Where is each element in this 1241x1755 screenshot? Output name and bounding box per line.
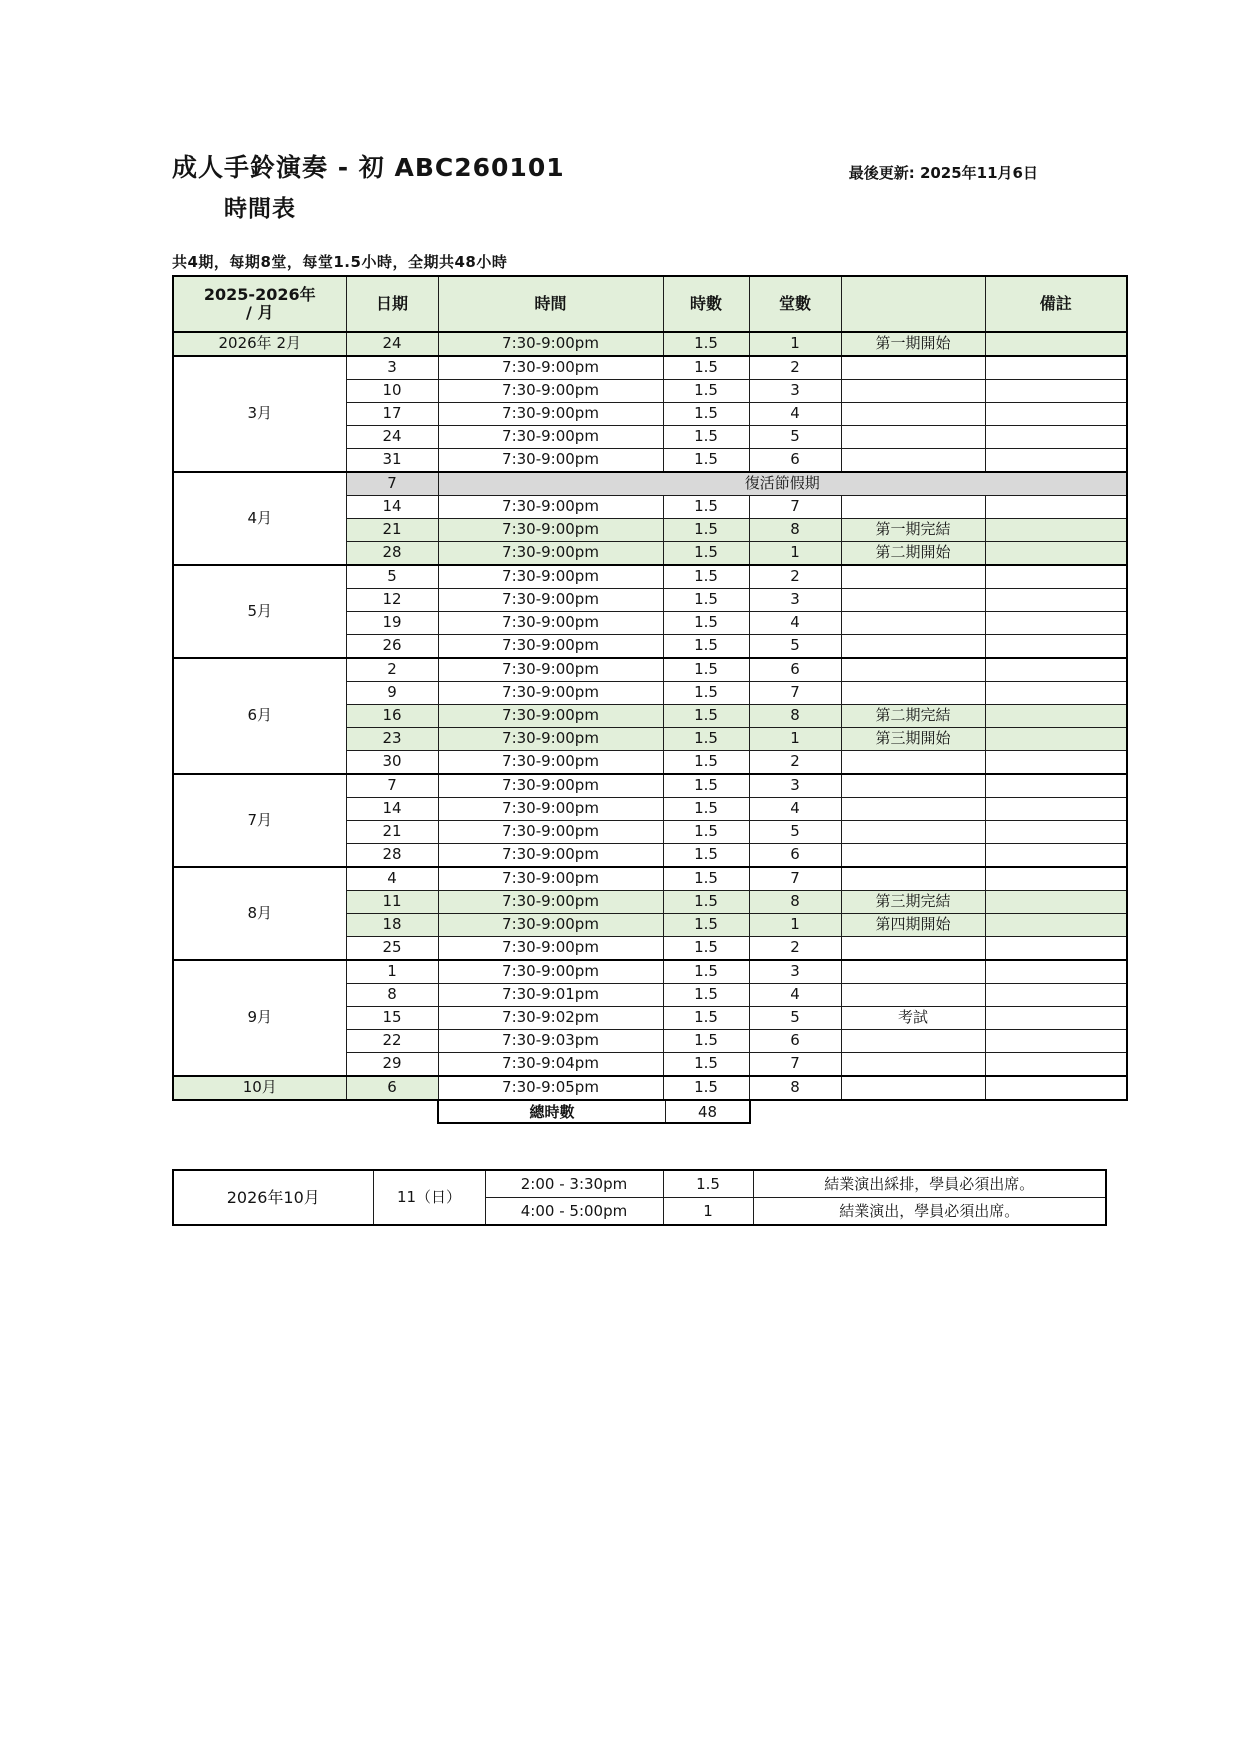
col-header-notes: [841, 276, 985, 332]
note-cell: [841, 356, 985, 380]
remark-cell: [985, 984, 1127, 1007]
time-cell: 7:30-9:02pm: [438, 1007, 663, 1030]
date-cell: 24: [346, 426, 438, 449]
date-cell: 28: [346, 542, 438, 566]
remark-cell: [985, 612, 1127, 635]
remark-cell: [985, 774, 1127, 798]
date-cell: 7: [346, 472, 438, 496]
note-cell: [841, 426, 985, 449]
col-header-time: 時間: [438, 276, 663, 332]
remark-cell: [985, 565, 1127, 589]
hours-cell: 1.5: [663, 1053, 749, 1077]
date-cell: 21: [346, 821, 438, 844]
lesson-cell: 4: [749, 612, 841, 635]
finale-date-cell: 11（日）: [373, 1170, 485, 1225]
remark-cell: [985, 1053, 1127, 1077]
hours-cell: 1.5: [663, 658, 749, 682]
date-cell: 4: [346, 867, 438, 891]
date-cell: 10: [346, 380, 438, 403]
note-cell: [841, 1076, 985, 1100]
holiday-banner: 復活節假期: [438, 472, 1127, 496]
col-header-date: 日期: [346, 276, 438, 332]
date-cell: 26: [346, 635, 438, 659]
note-cell: [841, 496, 985, 519]
course-summary: 共4期，每期8堂，每堂1.5小時，全期共48小時: [172, 253, 508, 271]
month-cell: 9月: [173, 960, 346, 1076]
lesson-cell: 4: [749, 984, 841, 1007]
date-cell: 5: [346, 565, 438, 589]
time-cell: 7:30-9:00pm: [438, 867, 663, 891]
time-cell: 7:30-9:00pm: [438, 774, 663, 798]
remark-cell: [985, 728, 1127, 751]
month-cell: 7月: [173, 774, 346, 867]
lesson-cell: 5: [749, 821, 841, 844]
title-block: [172, 148, 565, 223]
note-cell: [841, 984, 985, 1007]
note-cell: 第一期完結: [841, 519, 985, 542]
note-cell: [841, 960, 985, 984]
note-cell: [841, 380, 985, 403]
lesson-cell: 7: [749, 867, 841, 891]
date-cell: 16: [346, 705, 438, 728]
note-cell: 第二期完結: [841, 705, 985, 728]
lesson-cell: 3: [749, 589, 841, 612]
schedule-row: [173, 1076, 1127, 1100]
date-cell: 9: [346, 682, 438, 705]
date-cell: 22: [346, 1030, 438, 1053]
note-cell: [841, 774, 985, 798]
schedule-row: [173, 867, 1127, 891]
time-cell: 7:30-9:00pm: [438, 728, 663, 751]
note-cell: [841, 937, 985, 961]
lesson-cell: 8: [749, 519, 841, 542]
last-updated: [849, 162, 1128, 183]
col-header-month: [173, 276, 346, 332]
lesson-cell: 7: [749, 1053, 841, 1077]
date-cell: 23: [346, 728, 438, 751]
time-cell: 7:30-9:04pm: [438, 1053, 663, 1077]
time-cell: 7:30-9:05pm: [438, 1076, 663, 1100]
hours-cell: 1.5: [663, 1030, 749, 1053]
total-hours-value: 48: [697, 1102, 718, 1121]
time-cell: 7:30-9:00pm: [438, 403, 663, 426]
date-cell: 2: [346, 658, 438, 682]
remark-cell: [985, 658, 1127, 682]
note-cell: 第四期開始: [841, 914, 985, 937]
time-cell: 7:30-9:00pm: [438, 914, 663, 937]
document-header: [172, 148, 1128, 223]
schedule-table: [172, 275, 1128, 1101]
remark-cell: [985, 332, 1127, 356]
hours-cell: 1.5: [663, 844, 749, 868]
lesson-cell: 5: [749, 1007, 841, 1030]
note-cell: [841, 751, 985, 775]
page-subtitle: 時間表: [224, 196, 296, 222]
finale-note-cell: 結業演出，學員必須出席。: [753, 1198, 1106, 1226]
hours-cell: 1.5: [663, 914, 749, 937]
time-cell: 7:30-9:00pm: [438, 612, 663, 635]
time-cell: 7:30-9:00pm: [438, 821, 663, 844]
lesson-cell: 3: [749, 774, 841, 798]
note-cell: [841, 589, 985, 612]
lesson-cell: 5: [749, 635, 841, 659]
lesson-cell: 3: [749, 960, 841, 984]
time-cell: 7:30-9:00pm: [438, 798, 663, 821]
time-cell: 7:30-9:00pm: [438, 960, 663, 984]
note-cell: [841, 821, 985, 844]
remark-cell: [985, 1007, 1127, 1030]
finale-time-cell: 4:00 - 5:00pm: [485, 1198, 663, 1226]
hours-cell: 1.5: [663, 635, 749, 659]
date-cell: 31: [346, 449, 438, 473]
time-cell: 7:30-9:00pm: [438, 937, 663, 961]
hours-cell: 1.5: [663, 867, 749, 891]
lesson-cell: 5: [749, 426, 841, 449]
month-cell: 8月: [173, 867, 346, 960]
hours-cell: 1.5: [663, 891, 749, 914]
remark-cell: [985, 519, 1127, 542]
finale-hours-cell: 1.5: [663, 1170, 753, 1198]
page-title: 成人手鈴演奏 - 初 ABC260101: [172, 153, 565, 182]
month-cell: 6月: [173, 658, 346, 774]
remark-cell: [985, 937, 1127, 961]
lesson-cell: 1: [749, 914, 841, 937]
remark-cell: [985, 1076, 1127, 1100]
time-cell: 7:30-9:00pm: [438, 380, 663, 403]
hours-cell: 1.5: [663, 356, 749, 380]
date-cell: 11: [346, 891, 438, 914]
lesson-cell: 1: [749, 542, 841, 566]
hours-cell: 1.5: [663, 984, 749, 1007]
time-cell: 7:30-9:00pm: [438, 635, 663, 659]
time-cell: 7:30-9:00pm: [438, 565, 663, 589]
time-cell: 7:30-9:00pm: [438, 589, 663, 612]
remark-cell: [985, 380, 1127, 403]
remark-cell: [985, 403, 1127, 426]
time-cell: 7:30-9:01pm: [438, 984, 663, 1007]
note-cell: [841, 449, 985, 473]
hours-cell: 1.5: [663, 682, 749, 705]
date-cell: 14: [346, 496, 438, 519]
time-cell: 7:30-9:00pm: [438, 519, 663, 542]
remark-cell: [985, 589, 1127, 612]
schedule-row: [173, 960, 1127, 984]
remark-cell: [985, 914, 1127, 937]
lesson-cell: 4: [749, 403, 841, 426]
col-header-month-line2: / 月: [246, 303, 274, 322]
hours-cell: 1.5: [663, 960, 749, 984]
note-cell: [841, 1030, 985, 1053]
remark-cell: [985, 426, 1127, 449]
schedule-row: [173, 356, 1127, 380]
lesson-cell: 2: [749, 565, 841, 589]
remark-cell: [985, 449, 1127, 473]
lesson-cell: 4: [749, 798, 841, 821]
col-header-lessons: 堂數: [749, 276, 841, 332]
finale-note-cell: 結業演出綵排，學員必須出席。: [753, 1170, 1106, 1198]
date-cell: 25: [346, 937, 438, 961]
document-content: [172, 148, 1128, 1226]
time-cell: 7:30-9:00pm: [438, 356, 663, 380]
schedule-row: [173, 565, 1127, 589]
remark-cell: [985, 821, 1127, 844]
lesson-cell: 8: [749, 1076, 841, 1100]
note-cell: [841, 682, 985, 705]
date-cell: 17: [346, 403, 438, 426]
time-cell: 7:30-9:00pm: [438, 705, 663, 728]
note-cell: [841, 612, 985, 635]
schedule-row: [173, 774, 1127, 798]
header-row: [173, 276, 1127, 332]
time-cell: 7:30-9:00pm: [438, 449, 663, 473]
remark-cell: [985, 1030, 1127, 1053]
time-cell: 7:30-9:00pm: [438, 496, 663, 519]
note-cell: 考試: [841, 1007, 985, 1030]
time-cell: 7:30-9:00pm: [438, 891, 663, 914]
col-header-month-line1: 2025-2026年: [203, 284, 316, 304]
month-cell: 4月: [173, 472, 346, 565]
month-cell: 10月: [173, 1076, 346, 1100]
col-header-remarks: 備註: [985, 276, 1127, 332]
lesson-cell: 2: [749, 751, 841, 775]
lesson-cell: 7: [749, 682, 841, 705]
remark-cell: [985, 751, 1127, 775]
time-cell: 7:30-9:00pm: [438, 426, 663, 449]
lesson-cell: 3: [749, 380, 841, 403]
time-cell: 7:30-9:00pm: [438, 542, 663, 566]
col-header-hours: 時數: [663, 276, 749, 332]
date-cell: 6: [346, 1076, 438, 1100]
finale-table: [172, 1169, 1107, 1226]
time-cell: 7:30-9:00pm: [438, 751, 663, 775]
hours-cell: 1.5: [663, 403, 749, 426]
lesson-cell: 1: [749, 728, 841, 751]
note-cell: [841, 403, 985, 426]
date-cell: 14: [346, 798, 438, 821]
date-cell: 1: [346, 960, 438, 984]
finale-time-cell: 2:00 - 3:30pm: [485, 1170, 663, 1198]
schedule-row: [173, 332, 1127, 356]
remark-cell: [985, 844, 1127, 868]
hours-cell: 1.5: [663, 728, 749, 751]
date-cell: 12: [346, 589, 438, 612]
month-cell: 5月: [173, 565, 346, 658]
date-cell: 21: [346, 519, 438, 542]
remark-cell: [985, 891, 1127, 914]
remark-cell: [985, 542, 1127, 566]
hours-cell: 1.5: [663, 565, 749, 589]
hours-cell: 1.5: [663, 332, 749, 356]
hours-cell: 1.5: [663, 774, 749, 798]
lesson-cell: 6: [749, 449, 841, 473]
schedule-row: [173, 658, 1127, 682]
hours-cell: 1.5: [663, 1076, 749, 1100]
hours-cell: 1.5: [663, 426, 749, 449]
note-cell: 第二期開始: [841, 542, 985, 566]
note-cell: [841, 867, 985, 891]
remark-cell: [985, 496, 1127, 519]
lesson-cell: 6: [749, 1030, 841, 1053]
note-cell: 第一期開始: [841, 332, 985, 356]
hours-cell: 1.5: [663, 1007, 749, 1030]
hours-cell: 1.5: [663, 589, 749, 612]
date-cell: 15: [346, 1007, 438, 1030]
date-cell: 3: [346, 356, 438, 380]
time-cell: 7:30-9:00pm: [438, 332, 663, 356]
hours-cell: 1.5: [663, 449, 749, 473]
note-cell: [841, 1053, 985, 1077]
date-cell: 29: [346, 1053, 438, 1077]
lesson-cell: 2: [749, 937, 841, 961]
lesson-cell: 6: [749, 658, 841, 682]
finale-hours-cell: 1: [663, 1198, 753, 1226]
note-cell: [841, 565, 985, 589]
time-cell: 7:30-9:00pm: [438, 658, 663, 682]
lesson-cell: 1: [749, 332, 841, 356]
hours-cell: 1.5: [663, 542, 749, 566]
last-updated-label: 最後更新:: [848, 164, 915, 182]
lesson-cell: 8: [749, 705, 841, 728]
hours-cell: 1.5: [663, 798, 749, 821]
lesson-cell: 6: [749, 844, 841, 868]
remark-cell: [985, 635, 1127, 659]
remark-cell: [985, 682, 1127, 705]
hours-cell: 1.5: [663, 705, 749, 728]
finale-month-cell: 2026年10月: [173, 1170, 373, 1225]
total-hours-box: [437, 1099, 751, 1124]
hours-cell: 1.5: [663, 380, 749, 403]
remark-cell: [985, 798, 1127, 821]
remark-cell: [985, 705, 1127, 728]
time-cell: 7:30-9:00pm: [438, 682, 663, 705]
remark-cell: [985, 960, 1127, 984]
note-cell: [841, 798, 985, 821]
time-cell: 7:30-9:00pm: [438, 844, 663, 868]
remark-cell: [985, 867, 1127, 891]
hours-cell: 1.5: [663, 519, 749, 542]
remark-cell: [985, 356, 1127, 380]
hours-cell: 1.5: [663, 751, 749, 775]
note-cell: [841, 635, 985, 659]
hours-cell: 1.5: [663, 821, 749, 844]
note-cell: [841, 658, 985, 682]
date-cell: 8: [346, 984, 438, 1007]
hours-cell: 1.5: [663, 937, 749, 961]
time-cell: 7:30-9:03pm: [438, 1030, 663, 1053]
note-cell: 第三期完結: [841, 891, 985, 914]
date-cell: 24: [346, 332, 438, 356]
month-cell: 3月: [173, 356, 346, 472]
date-cell: 18: [346, 914, 438, 937]
date-cell: 28: [346, 844, 438, 868]
note-cell: 第三期開始: [841, 728, 985, 751]
lesson-cell: 2: [749, 356, 841, 380]
last-updated-value: 2025年11月6日: [919, 164, 1038, 182]
date-cell: 7: [346, 774, 438, 798]
finale-row: [173, 1170, 1106, 1198]
lesson-cell: 8: [749, 891, 841, 914]
date-cell: 30: [346, 751, 438, 775]
lesson-cell: 7: [749, 496, 841, 519]
schedule-row: [173, 472, 1127, 496]
month-cell: 2026年 2月: [173, 332, 346, 356]
hours-cell: 1.5: [663, 612, 749, 635]
hours-cell: 1.5: [663, 496, 749, 519]
total-hours-label: 總時數: [439, 1101, 666, 1122]
note-cell: [841, 844, 985, 868]
date-cell: 19: [346, 612, 438, 635]
